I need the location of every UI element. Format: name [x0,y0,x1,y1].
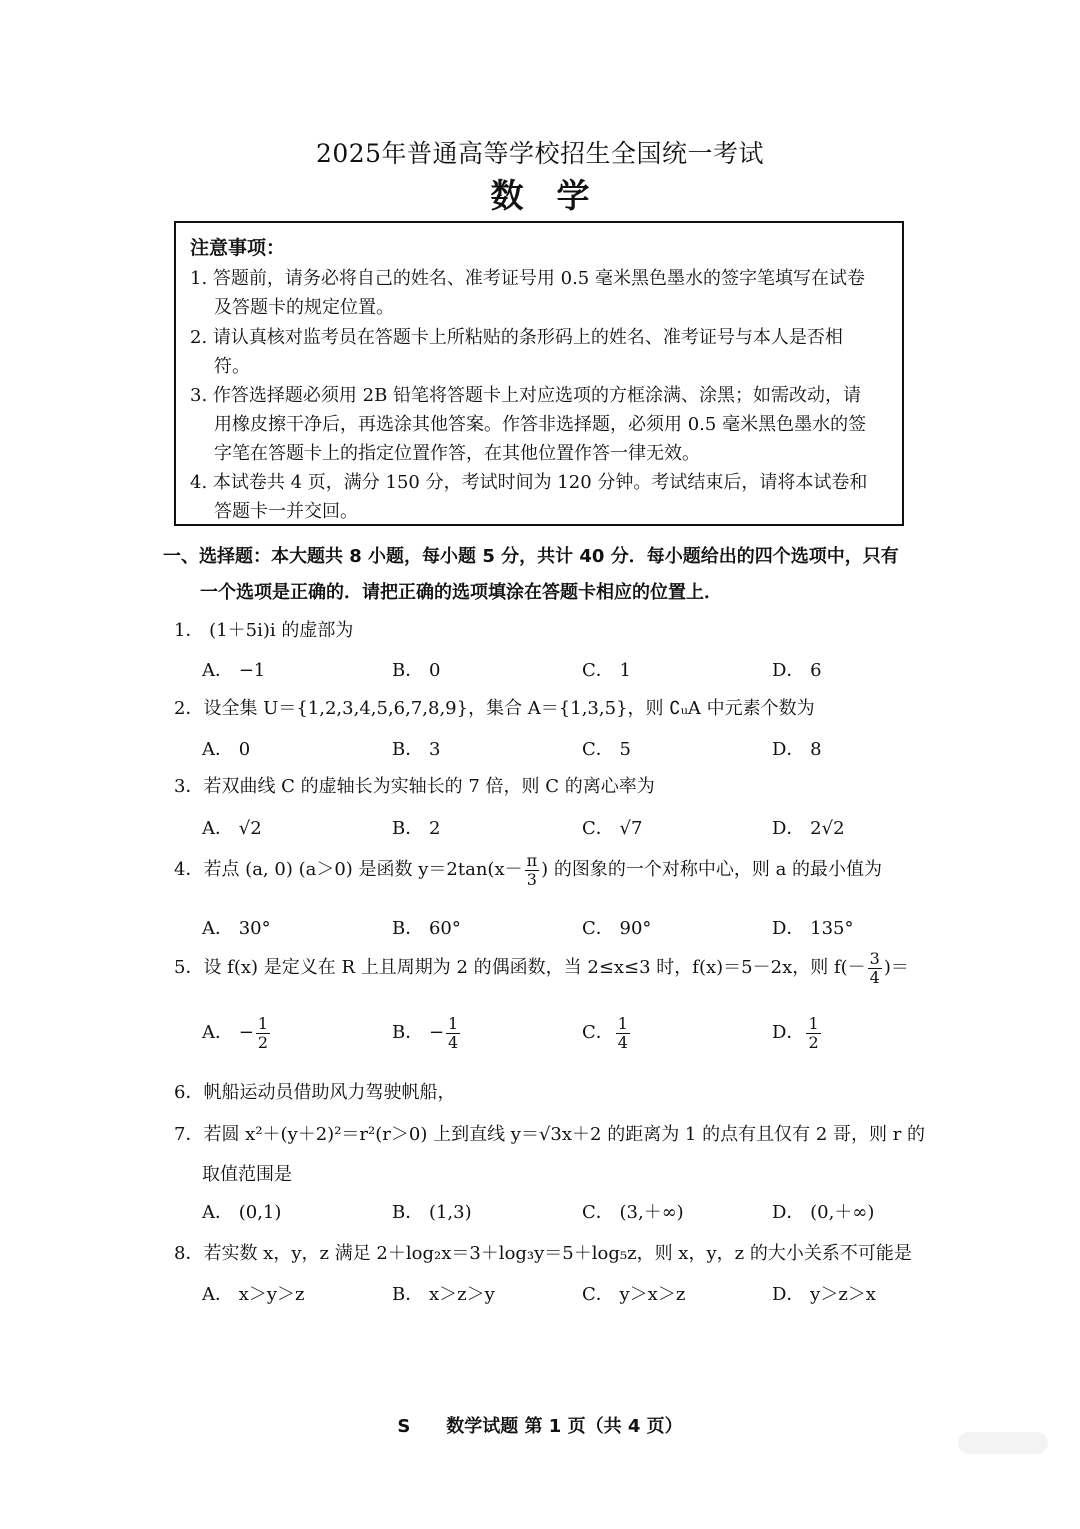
fraction [525,852,540,888]
question-8-option-a: A． x＞y＞z [202,1284,305,1305]
question-6-stem: 6．帆船运动员借助风力驾驶帆船， [174,1082,456,1103]
question-4-stem-post: ) 的图象的一个对称中心，则 a 的最小值为 [541,859,883,881]
notice-line: 字笔在答题卡上的指定位置作答，在其他位置作答一律无效。 [214,443,700,464]
fraction-numerator: 1 [808,1014,819,1033]
question-1-option-c: C． 1 [582,660,631,681]
question-7-option-a: A． (0,1) [202,1202,282,1223]
section-heading: 一、选择题：本大题共 8 小题，每小题 5 分，共计 40 分．每小题给出的四个选项中，只有 [163,546,899,567]
question-4-option-c: C． 90° [582,918,652,939]
question-8-stem: 8．若实数 x，y，z 满足 2＋log₂x＝3＋log₃y＝5＋log₅z，则 x，y，z 的大小关系不可能是 [174,1243,912,1264]
question-5-option-d [772,1015,823,1051]
question-3-stem: 3．若双曲线 C 的虚轴长为实轴长的 7 倍，则 C 的离心率为 [174,776,655,797]
fraction [256,1015,270,1051]
fraction [616,1015,630,1051]
question-7-stem-cont: 取值范围是 [202,1164,292,1185]
fraction-denominator: 2 [257,1032,268,1052]
notice-line: 及答题卡的规定位置。 [214,297,394,318]
option-label: C． [582,1022,614,1044]
question-1-option-b: B． 0 [392,660,441,681]
fraction-denominator: 4 [617,1032,628,1052]
watermark-badge [958,1432,1048,1454]
notice-line: 用橡皮擦干净后，再选涂其他答案。作答非选择题，必须用 0.5 毫米黑色墨水的签 [214,414,867,435]
question-4-option-d: D． 135° [772,918,854,939]
question-5-option-c [582,1015,632,1051]
question-5-stem [174,950,909,986]
notice-line: 符。 [214,356,250,377]
question-3-option-a: A． √2 [202,818,262,839]
notice-line: 4. 本试卷共 4 页，满分 150 分，考试时间为 120 分钟。考试结束后，请将本试卷和 [190,472,868,493]
question-3-option-b: B． 2 [392,818,441,839]
fraction-numerator: 1 [448,1014,459,1033]
question-5-stem-post: )＝ [883,957,909,979]
fraction [806,1015,820,1051]
question-2-stem: 2．设全集 U＝{1,2,3,4,5,6,7,8,9}，集合 A＝{1,3,5}，则 ∁ᵤA 中元素个数为 [174,698,815,719]
question-8-option-c: C． y＞x＞z [582,1284,686,1305]
question-1-option-a: A． −1 [202,660,266,681]
option-label: D． [772,1022,805,1044]
option-label: B． − [392,1022,445,1044]
fraction-denominator: 2 [808,1032,819,1052]
notice-line: 2. 请认真核对监考员在答题卡上所粘贴的条形码上的姓名、准考证号与本人是否相 [190,327,843,348]
question-2-option-b: B． 3 [392,739,441,760]
question-4-stem-pre: 4．若点 (a, 0) (a＞0) 是函数 y＝2tan(x－ [174,859,523,881]
fraction-denominator: 3 [526,869,537,889]
question-3-option-d: D． 2√2 [772,818,845,839]
fraction-numerator: 3 [869,949,880,968]
page-footer: S 数学试题 第 1 页（共 4 页） [397,1416,683,1437]
question-2-option-c: C． 5 [582,739,631,760]
question-1-stem: 1． (1＋5i)i 的虚部为 [174,620,354,641]
question-7-option-d: D． (0,＋∞) [772,1202,875,1223]
question-4-option-b: B． 60° [392,918,461,939]
question-4-stem [174,852,882,888]
question-2-option-a: A． 0 [202,739,251,760]
fraction-numerator: 1 [257,1014,268,1033]
fraction-denominator: 4 [448,1032,459,1052]
fraction-denominator: 4 [869,967,880,987]
question-8-option-b: B． x＞z＞y [392,1284,495,1305]
notice-line: 1. 答题前，请务必将自己的姓名、准考证号用 0.5 毫米黑色墨水的签字笔填写在试卷 [190,268,865,289]
question-8-option-d: D． y＞z＞x [772,1284,876,1305]
question-7-stem: 7．若圆 x²＋(y＋2)²＝r²(r＞0) 上到直线 y＝√3x＋2 的距离为 1 的点有且仅有 2 哥，则 r 的 [174,1124,926,1145]
fraction-numerator: π [526,851,538,870]
question-5-option-b [392,1015,462,1051]
question-4-option-a: A． 30° [202,918,271,939]
fraction-numerator: 1 [617,1014,628,1033]
subject-title: 数 学 [490,176,590,215]
fraction [868,950,882,986]
fraction [446,1015,460,1051]
question-7-option-b: B． (1,3) [392,1202,472,1223]
notice-line: 3. 作答选择题必须用 2B 铅笔将答题卡上对应选项的方框涂满、涂黑；如需改动，请 [190,385,862,406]
question-2-option-d: D． 8 [772,739,822,760]
question-7-option-c: C． (3,＋∞) [582,1202,684,1223]
notice-line: 答题卡一并交回。 [214,501,358,522]
question-3-option-c: C． √7 [582,818,643,839]
notice-box [174,221,904,526]
exam-title: 2025年普通高等学校招生全国统一考试 [315,139,765,168]
option-label: A． − [202,1022,254,1044]
question-5-stem-pre: 5．设 f(x) 是定义在 R 上且周期为 2 的偶函数，当 2≤x≤3 时，f(x)＝5－2x，则 f(－ [174,957,866,979]
section-heading-cont: 一个选项是正确的．请把正确的选项填涂在答题卡相应的位置上． [200,582,722,603]
question-1-option-d: D． 6 [772,660,822,681]
question-5-option-a [202,1015,272,1051]
notice-heading: 注意事项： [190,237,286,259]
